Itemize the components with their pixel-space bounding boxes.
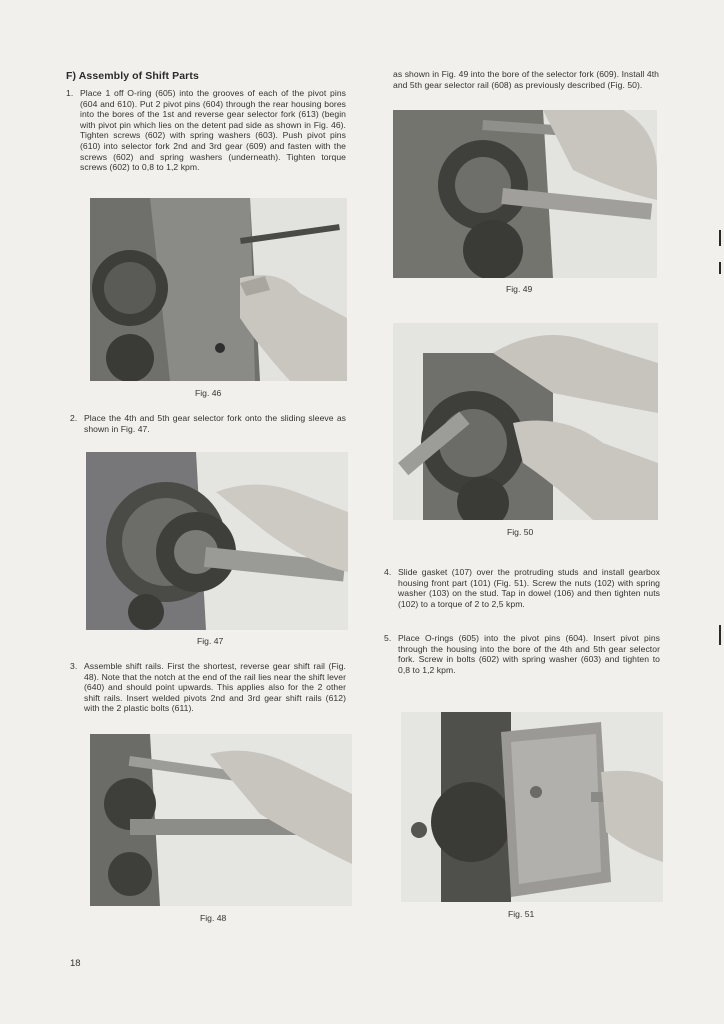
step-text: Slide gasket (107) over the protruding studs and install gearbox housing front part (101) (Fig. 51). Screw the nuts (102) with spring washer (103) on the stud. Tap in dowel (106) and then tighten nuts (102) to a torque of 2 to 2,5 kpm.	[398, 567, 660, 609]
step-text: Assemble shift rails. First the shortest, reverse gear shift rail (Fig. 48). Note that the notch at the end of the rail lies near the shift lever (640) and should point upwards. This applies also for the 2 other shift rails. Insert welded pivots 2nd and 3rd gear shift rails (612) with the 2 plastic bolts (611).	[84, 661, 346, 714]
scan-mark	[719, 262, 721, 274]
page-number: 18	[70, 958, 81, 969]
step-number: 5.	[384, 633, 392, 643]
figure-49-caption: Fig. 49	[506, 284, 533, 294]
figure-47-photo	[86, 452, 348, 630]
step-4	[384, 567, 660, 609]
step-3	[70, 661, 346, 714]
figure-49-photo	[393, 110, 657, 278]
step-text: as shown in Fig. 49 into the bore of the selector fork (609). Install 4th and 5th gear selector rail (608) as previously described (Fig. 50).	[393, 69, 659, 90]
step-5	[384, 633, 660, 675]
step-number: 2.	[70, 413, 78, 423]
figure-47-caption: Fig. 47	[197, 636, 224, 646]
step-number: 1.	[66, 88, 74, 98]
step-text: Place 1 off O-ring (605) into the grooves of each of the pivot pins (604 and 610). Put 2 pivot pins (604) through the rear housing bores into the bores of the 1st and reverse gear selector fork (613) (begin with pivot pin which lies on the detent pad side as shown in Fig. 46). Tighten screws (602) with spring washers (603). Push pivot pins (610) into selector fork 2nd and 3rd gear (609) and fasten with the screws (602) and spring washers (underneath). Tighten torque screws (602) to 0,8 to 1,2 kpm.	[80, 88, 346, 173]
figure-48-photo	[90, 734, 352, 906]
step-2	[70, 413, 346, 434]
step-text: Place the 4th and 5th gear selector fork onto the sliding sleeve as shown in Fig. 47.	[84, 413, 346, 434]
section-title: F) Assembly of Shift Parts	[66, 70, 199, 82]
scan-mark	[719, 230, 721, 246]
figure-51-caption: Fig. 51	[508, 909, 535, 919]
step-3-continued	[393, 69, 659, 90]
figure-51-photo	[401, 712, 663, 902]
figure-46-photo	[90, 198, 347, 381]
scan-mark	[719, 625, 721, 645]
step-text: Place O-rings (605) into the pivot pins (604). Insert pivot pins through the housing into the bore of the 4th and 5th gear selector fork. Screw in bolts (602) with spring washer (603) and tighten to 0,8 to 1,2 kpm.	[398, 633, 660, 675]
step-number: 4.	[384, 567, 392, 577]
step-1	[66, 88, 346, 173]
figure-50-caption: Fig. 50	[507, 527, 534, 537]
figure-50-photo	[393, 323, 658, 520]
figure-48-caption: Fig. 48	[200, 913, 227, 923]
figure-46-caption: Fig. 46	[195, 388, 222, 398]
step-number: 3.	[70, 661, 78, 671]
